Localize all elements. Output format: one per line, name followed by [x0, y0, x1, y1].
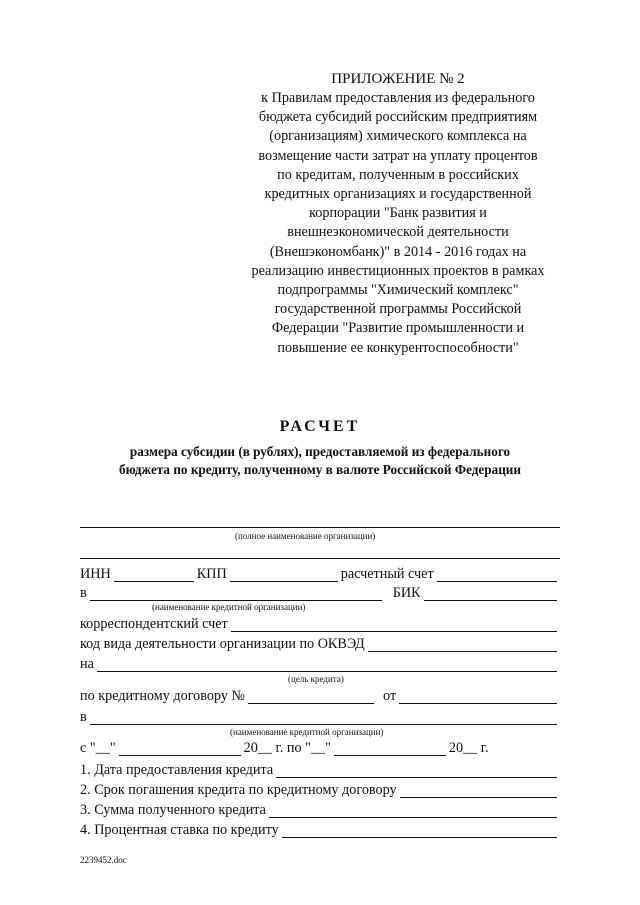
- appendix-line: реализацию инвестиционных проектов в рамках: [251, 262, 545, 279]
- kpp-field[interactable]: [230, 568, 338, 582]
- corr-account-row: [80, 616, 560, 632]
- item-2-label: 2. Срок погашения кредита по кредитному договору: [80, 782, 397, 798]
- period-start-label: с "__": [80, 740, 116, 756]
- contract-date-label: от: [383, 688, 397, 704]
- bank-name-field[interactable]: [90, 587, 382, 601]
- item-3-field[interactable]: [269, 804, 557, 818]
- appendix-line: повышение ее конкурентоспособности": [277, 339, 519, 356]
- item-1-label: 1. Дата предоставления кредита: [80, 762, 274, 778]
- subheading-line-1: размера субсидии (в рублях), предоставляемой из федерального: [129, 444, 511, 459]
- item-4-label: 4. Процентная ставка по кредиту: [80, 822, 279, 838]
- corr-account-field[interactable]: [231, 618, 557, 632]
- file-name: 2239452.doc: [80, 855, 127, 865]
- okved-label: код вида деятельности организации по ОКВЭД: [80, 636, 365, 652]
- item-4-row: [80, 822, 560, 838]
- purpose-caption: (цель кредита): [288, 674, 344, 684]
- period-year-1: 20__ г. по "__": [243, 740, 331, 756]
- appendix-line: (Внешэкономбанк)" в 2014 - 2016 годах на: [269, 243, 527, 260]
- appendix-block: [238, 70, 558, 358]
- purpose-prefix: на: [80, 656, 94, 672]
- appendix-line: корпорации "Банк развития и: [309, 205, 487, 222]
- inn-label: ИНН: [80, 566, 111, 582]
- appendix-body: [238, 89, 558, 358]
- appendix-line: подпрограммы "Химический комплекс": [277, 282, 519, 299]
- appendix-line: кредитных организациях и государственной: [264, 186, 532, 203]
- bik-field[interactable]: [424, 587, 557, 601]
- bank-row: [80, 585, 560, 601]
- item-2-row: [80, 782, 560, 798]
- org-name-caption: (полное наименование организации): [235, 531, 376, 541]
- item-1-row: [80, 762, 560, 778]
- org-name-line[interactable]: [80, 527, 560, 528]
- corr-account-label: корреспондентский счет: [80, 616, 228, 632]
- document-subheading: [80, 443, 560, 479]
- appendix-line: к Правилам предоставления из федерального: [261, 90, 535, 106]
- appendix-line: Федерации "Развитие промышленности и: [271, 320, 525, 337]
- org-name-line-2[interactable]: [80, 558, 560, 559]
- period-start-field[interactable]: [119, 742, 241, 756]
- appendix-line: внешнеэкономической деятельности: [287, 224, 509, 241]
- inn-row: [80, 566, 560, 582]
- item-2-field[interactable]: [400, 784, 557, 798]
- appendix-line: возмещение части затрат на уплату процентов: [258, 147, 538, 164]
- inn-field[interactable]: [114, 568, 194, 582]
- contract-date-field[interactable]: [399, 690, 557, 704]
- appendix-line: (организациям) химического комплекса на: [269, 128, 527, 145]
- period-year-2: 20__ г.: [448, 740, 489, 756]
- bank-caption: (наименование кредитной организации): [152, 602, 306, 612]
- account-field[interactable]: [437, 568, 557, 582]
- purpose-row: [80, 656, 560, 672]
- bik-label: БИК: [392, 585, 421, 601]
- okved-field[interactable]: [368, 638, 557, 652]
- item-4-field[interactable]: [282, 824, 557, 838]
- document-heading: РАСЧЕТ: [279, 418, 361, 435]
- okved-row: [80, 636, 560, 652]
- appendix-title: ПРИЛОЖЕНИЕ № 2: [331, 71, 465, 87]
- subheading-line-2: бюджета по кредиту, полученному в валюте Российской Федерации: [118, 462, 522, 477]
- item-3-label: 3. Сумма полученного кредита: [80, 802, 266, 818]
- lender-field[interactable]: [90, 711, 557, 725]
- contract-number-field[interactable]: [248, 690, 374, 704]
- period-row: [80, 740, 560, 756]
- period-end-field[interactable]: [334, 742, 446, 756]
- contract-label: по кредитному договору №: [80, 688, 246, 704]
- account-label: расчетный счет: [340, 566, 434, 582]
- lender-prefix: в: [80, 709, 87, 725]
- lender-caption: (наименование кредитной организации): [230, 727, 384, 737]
- appendix-line: по кредитам, полученным в российских: [277, 166, 519, 183]
- item-3-row: [80, 802, 560, 818]
- purpose-field[interactable]: [97, 658, 557, 672]
- appendix-line: государственной программы Российской: [274, 301, 522, 318]
- contract-row: [80, 688, 560, 704]
- item-1-field[interactable]: [276, 764, 557, 778]
- kpp-label: КПП: [196, 566, 227, 582]
- appendix-line: бюджета субсидий российским предприятиям: [258, 109, 538, 126]
- lender-row: [80, 709, 560, 725]
- bank-prefix: в: [80, 585, 87, 601]
